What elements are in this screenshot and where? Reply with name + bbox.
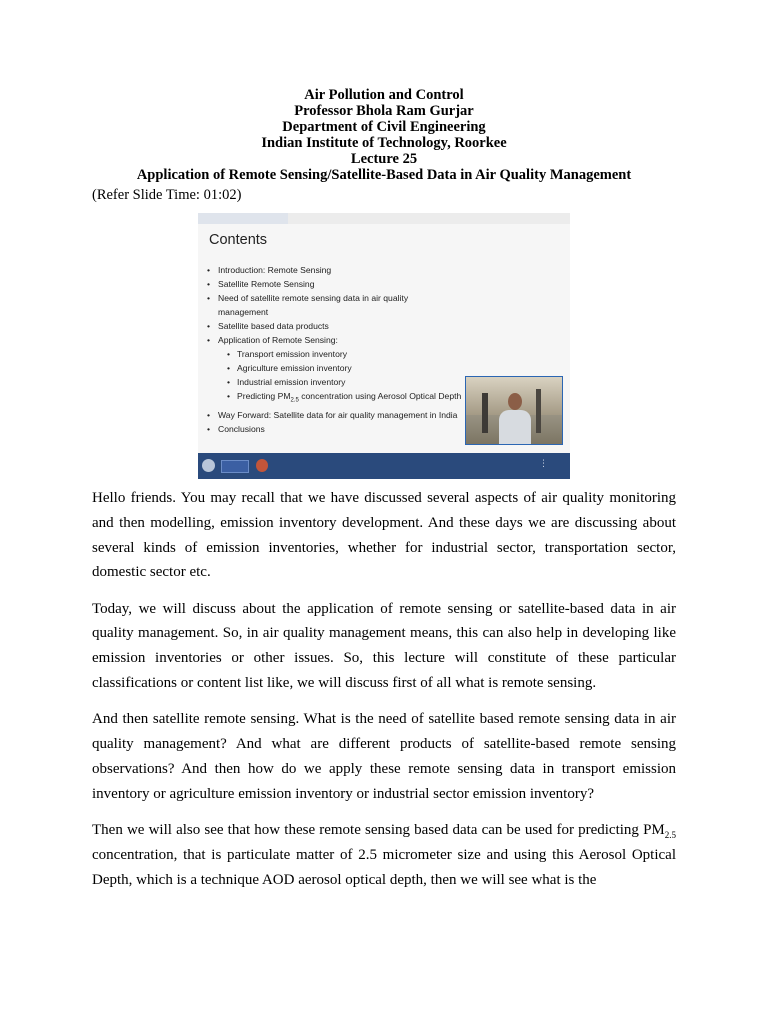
slide-top-bar (198, 213, 570, 224)
list-item: • Satellite Remote Sensing (207, 279, 315, 289)
list-item: • Application of Remote Sensing: (207, 335, 338, 345)
refer-slide-time: (Refer Slide Time: 01:02) (92, 187, 242, 203)
paragraph: And then satellite remote sensing. What is the need of satellite based remote sensing data in air quality management? And what are different products of satellite-based remote sensing observations? And then how do we apply these remote sensing data in transport emission inventory or agriculture emission inventory or industrial sector emission inventory? (92, 711, 676, 802)
list-item: • Industrial emission inventory (227, 377, 346, 387)
list-item: • Conclusions (207, 423, 265, 434)
lecture-title: Application of Remote Sensing/Satellite-Based Data in Air Quality Management (136, 167, 632, 183)
paragraph: Hello friends. You may recall that we have discussed several aspects of air quality monitoring and then modelling, emission inventory development. And these days we are discussing about several kinds of emission inventories, whether for industrial sector, transportation sector, domestic sector etc. (92, 490, 676, 581)
paragraph: Then we will also see that how these remote sensing based data can be used for predicting $PM_{2.5}$ concentration, that is particulate matter of 2.5 micrometer size and using this Aerosol Optical Depth, which is a technique AOD aerosol optical depth, then we will see what is the (92, 822, 676, 888)
nptel-logo-icon (256, 459, 268, 472)
department-name: Department of Civil Engineering (282, 119, 486, 135)
more-options-icon: ⋮ (539, 459, 548, 469)
list-item: • Introduction: Remote Sensing (207, 265, 332, 275)
list-item: • Predicting $PM_{2.5}$ concentration using Aerosol Optical Depth (227, 391, 462, 404)
paragraph: Today, we will discuss about the application of remote sensing or satellite-based data in air quality management. So, in air quality management means, this can also help in developing like emission inventories or other issues. So, this lecture will constitute of these particular classifications or content list like, we will discuss first of all what is remote sensing. (92, 600, 676, 692)
course-title: Air Pollution and Control (304, 87, 464, 103)
presenter-video-thumbnail (465, 376, 563, 445)
list-item: • Way Forward: Satellite data for air quality management in India (207, 409, 458, 420)
presenter-figure (499, 410, 531, 445)
list-item: • Satellite based data products (207, 321, 329, 331)
professor-name: Professor Bhola Ram Gurjar (294, 103, 474, 119)
institute-name: Indian Institute of Technology, Roorkee (261, 135, 507, 151)
institute-logo-icon (202, 459, 215, 472)
list-item: • Need of satellite remote sensing data in air quality management (207, 293, 409, 317)
list-item: • Agriculture emission inventory (227, 363, 352, 373)
lecture-slide-image (198, 213, 570, 479)
transcript-body (92, 486, 676, 904)
document-header (92, 87, 676, 183)
lecture-number: Lecture 25 (350, 151, 418, 167)
slide-title: Contents (209, 232, 268, 248)
swayam-logo-icon (221, 460, 249, 473)
slide-contents-list (207, 263, 461, 436)
list-item: • Transport emission inventory (227, 349, 348, 359)
slide-footer-bar (198, 453, 570, 479)
